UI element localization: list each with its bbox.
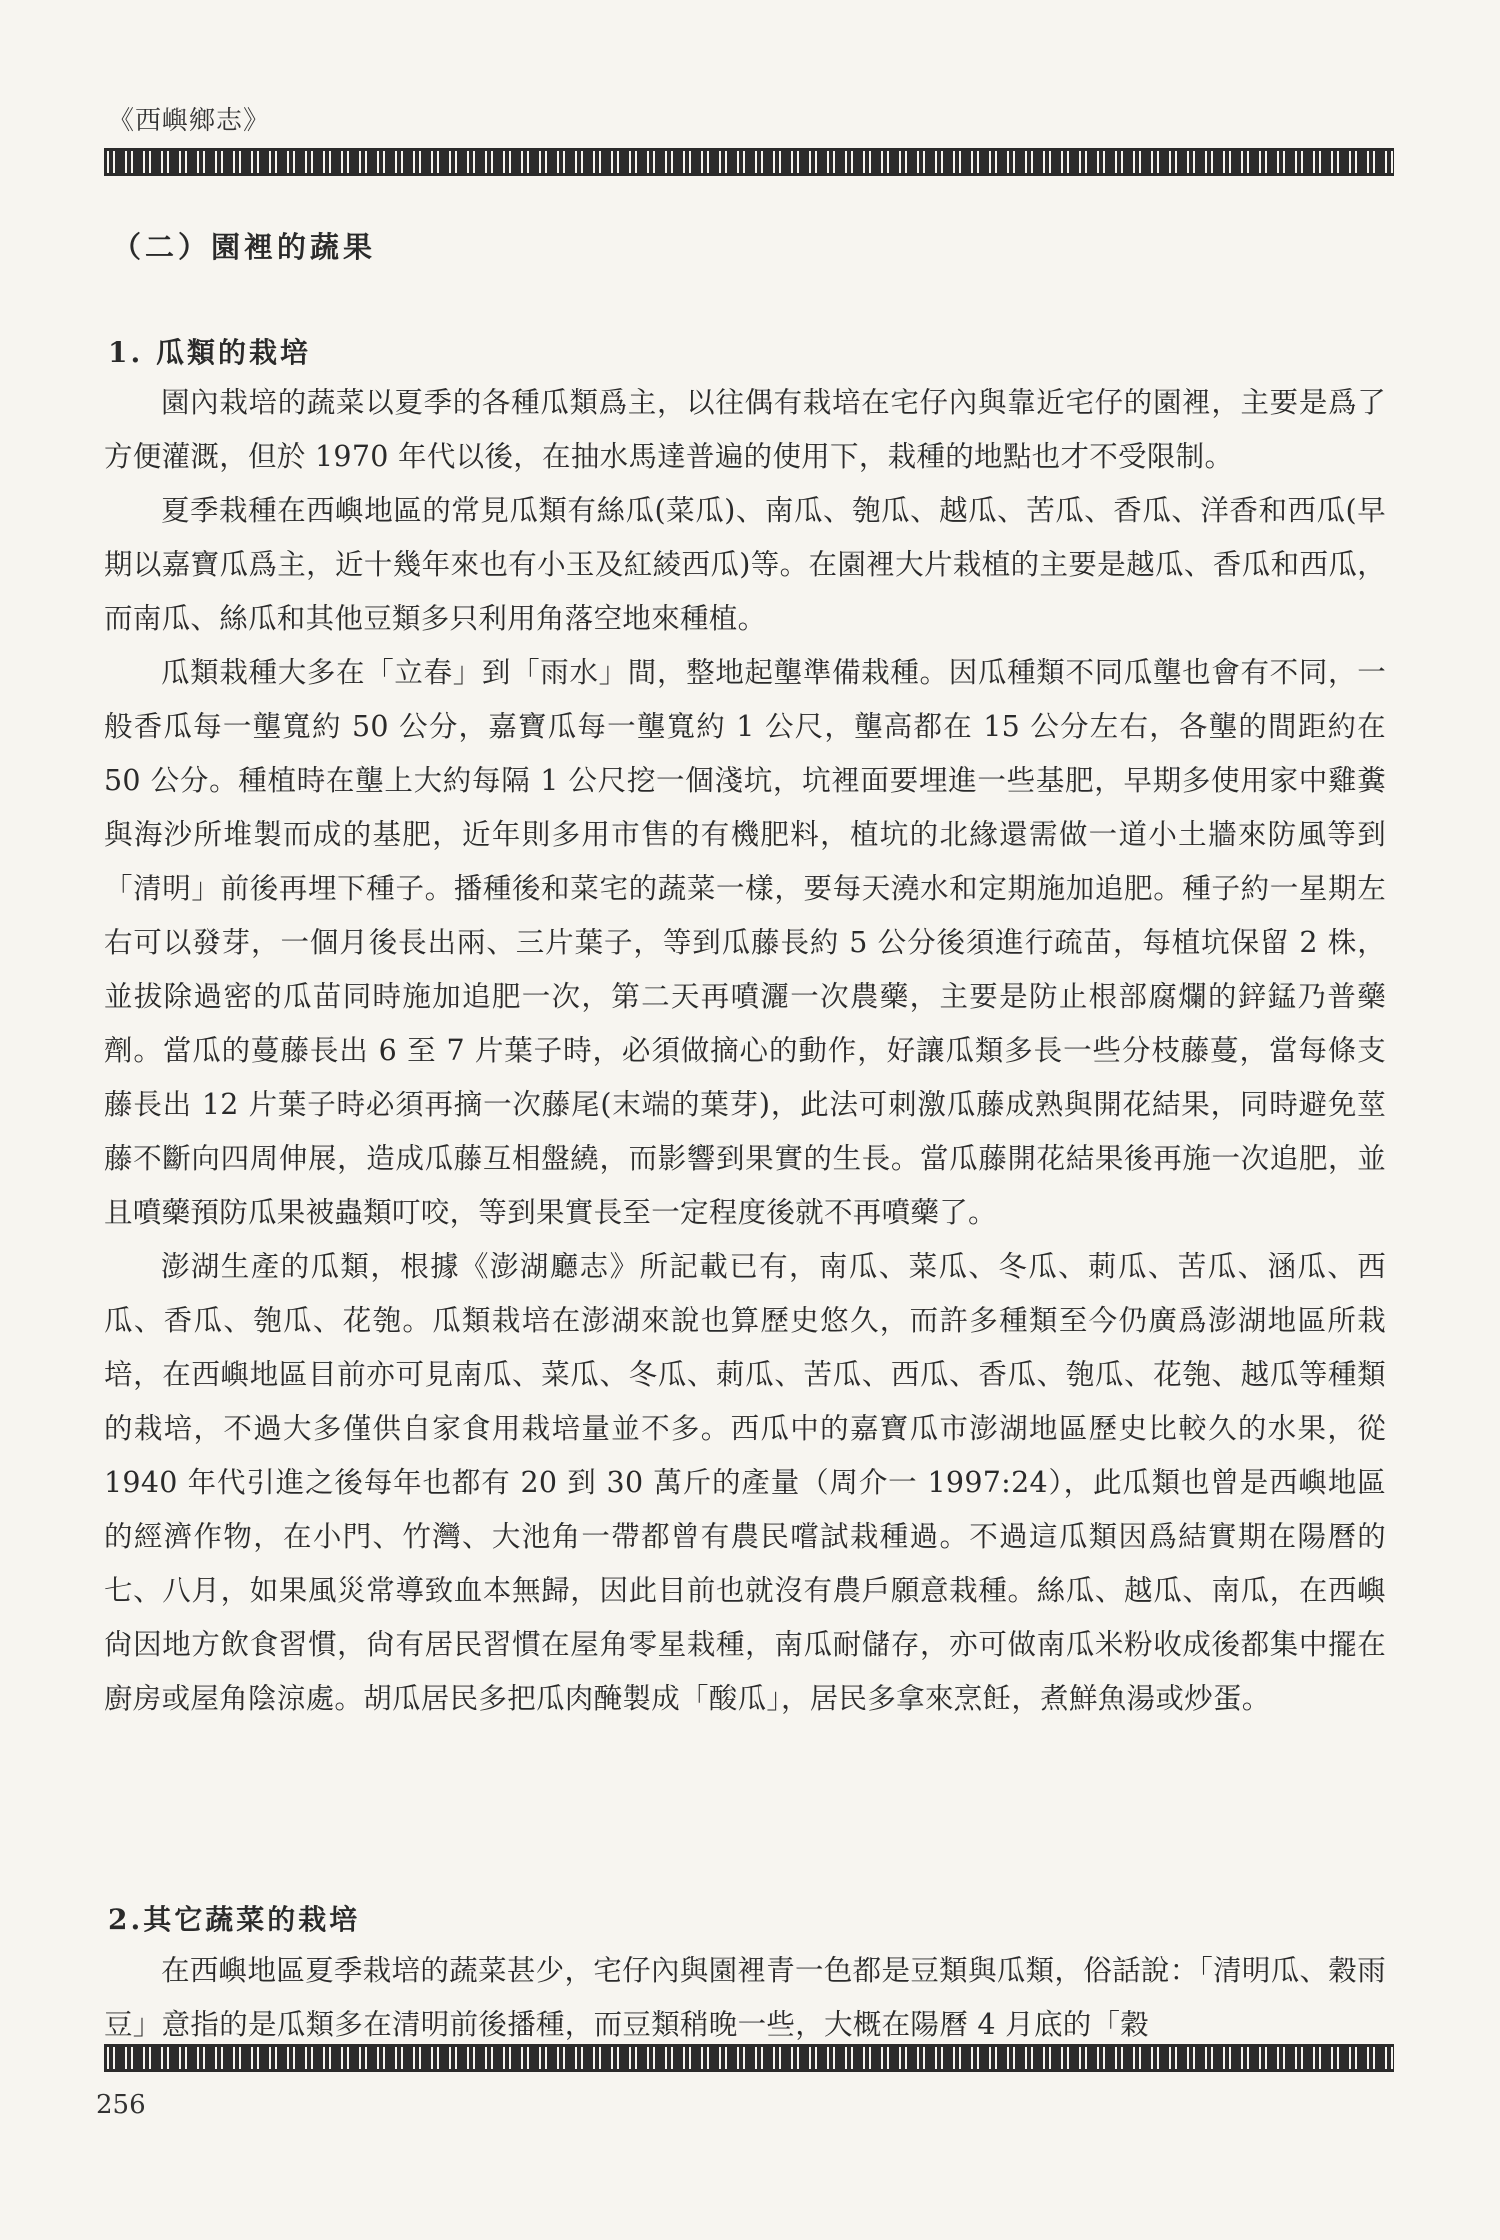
paragraph: 瓜類栽種大多在「立春」到「雨水」間，整地起壟準備栽種。因瓜種類不同瓜壟也會有不同，一般香瓜每一壟寬約 50 公分，嘉寶瓜每一壟寬約 1 公尺，壟高都在 15 公分左右，各壟的間距約在 50 公分。種植時在壟上大約每隔 1 公尺挖一個淺坑，坑裡面要埋進一些基肥，早期多使用家中雞糞與海沙所堆製而成的基肥，近年則多用市售的有機肥料，植坑的北緣還需做一道小土牆來防風等到「清明」前後再埋下種子。播種後和菜宅的蔬菜一樣，要每天澆水和定期施加追肥。種子約一星期左右可以發芽，一個月後長出兩、三片葉子，等到瓜藤長約 5 公分後須進行疏苗，每植坑保留 2 株，並拔除過密的瓜苗同時施加追肥一次，第二天再噴灑一次農藥，主要是防止根部腐爛的鋅錳乃普藥劑。當瓜的蔓藤長出 6 至 7 片葉子時，必須做摘心的動作，好讓瓜類多長一些分枝藤蔓，當每條支藤長出 12 片葉子時必須再摘一次藤尾(末端的葉芽)，此法可刺激瓜藤成熟與開花結果，同時避免莖藤不斷向四周伸展，造成瓜藤互相盤繞，而影響到果實的生長。當瓜藤開花結果後再施一次追肥，並且噴藥預防瓜果被蟲類叮咬，等到果實長至一定程度後就不再噴藥了。 (104, 656, 1386, 1229)
melon-cultivation-text (104, 376, 1386, 1726)
page-number: 256 (96, 2090, 146, 2120)
bottom-ornamental-border (104, 2044, 1394, 2072)
paragraph: 夏季栽種在西嶼地區的常見瓜類有絲瓜(菜瓜)、南瓜、匏瓜、越瓜、苦瓜、香瓜、洋香和西瓜(早期以嘉寶瓜爲主，近十幾年來也有小玉及紅綾西瓜)等。在園裡大片栽植的主要是越瓜、香瓜和西瓜，而南瓜、絲瓜和其他豆類多只利用角落空地來種植。 (104, 494, 1386, 635)
running-title: 《西嶼鄉志》 (108, 106, 271, 136)
subsection-heading-other-vegetables: 2.其它蔬菜的栽培 (108, 1903, 361, 1936)
paragraph: 澎湖生產的瓜類，根據《澎湖廳志》所記載已有，南瓜、菜瓜、冬瓜、莿瓜、苦瓜、涵瓜、西瓜、香瓜、匏瓜、花匏。瓜類栽培在澎湖來說也算歷史悠久，而許多種類至今仍廣爲澎湖地區所栽培，在西嶼地區目前亦可見南瓜、菜瓜、冬瓜、莿瓜、苦瓜、西瓜、香瓜、匏瓜、花匏、越瓜等種類的栽培，不過大多僅供自家食用栽培量並不多。西瓜中的嘉寶瓜市澎湖地區歷史比較久的水果，從 1940 年代引進之後每年也都有 20 到 30 萬斤的產量（周介一 1997:24），此瓜類也曾是西嶼地區的經濟作物，在小門、竹灣、大池角一帶都曾有農民嚐試栽種過。不過這瓜類因爲結實期在陽曆的七、八月，如果風災常導致血本無歸，因此目前也就沒有農戶願意栽種。絲瓜、越瓜、南瓜，在西嶼尙因地方飲食習慣，尙有居民習慣在屋角零星栽種，南瓜耐儲存，亦可做南瓜米粉收成後都集中擺在廚房或屋角陰涼處。胡瓜居民多把瓜肉醃製成「酸瓜」，居民多拿來烹飪，煮鮮魚湯或炒蛋。 (104, 1250, 1386, 1715)
section-title: （二）園裡的蔬果 (112, 230, 377, 264)
subsection-heading-melons: 1. 瓜類的栽培 (108, 336, 311, 369)
paragraph: 園內栽培的蔬菜以夏季的各種瓜類爲主，以往偶有栽培在宅仔內與靠近宅仔的園裡，主要是爲了方便灌溉，但於 1970 年代以後，在抽水馬達普遍的使用下，栽種的地點也才不受限制。 (104, 386, 1386, 473)
other-vegetables-text (104, 1944, 1386, 2052)
top-ornamental-border (104, 148, 1394, 176)
paragraph: 在西嶼地區夏季栽培的蔬菜甚少，宅仔內與園裡青一色都是豆類與瓜類，俗話說：「清明瓜、穀雨豆」意指的是瓜類多在清明前後播種，而豆類稍晚一些，大概在陽曆 4 月底的「穀 (104, 1954, 1386, 2041)
